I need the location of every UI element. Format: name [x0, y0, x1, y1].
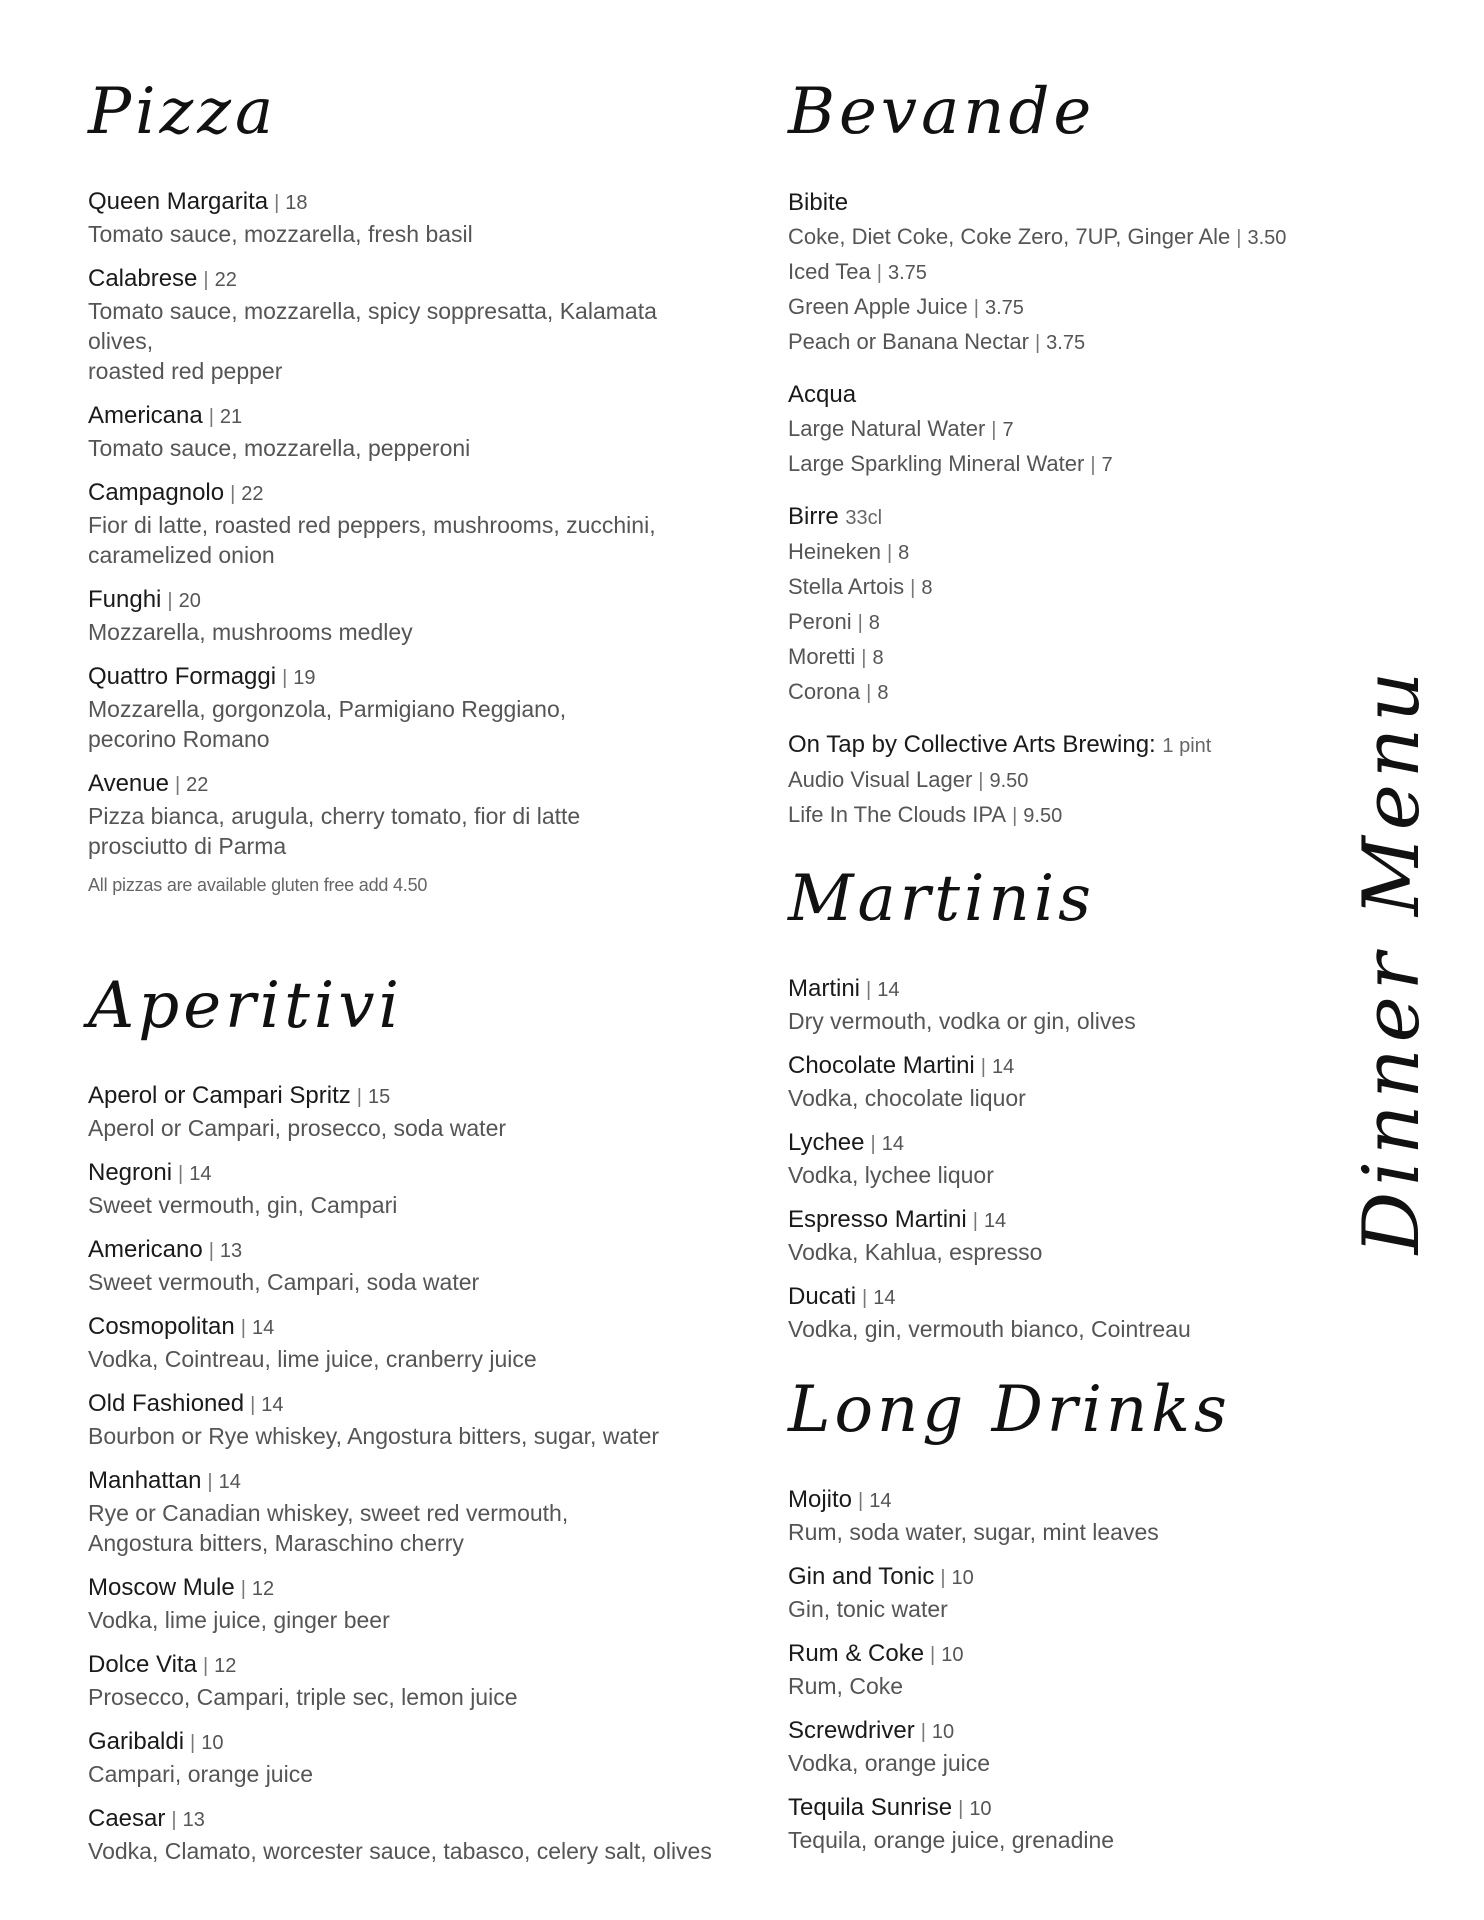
menu-item-header — [88, 584, 728, 617]
menu-item-header — [88, 1726, 728, 1759]
beverage-price: 8 — [898, 542, 910, 564]
menu-item — [788, 973, 1348, 1036]
martinis-heading: Martinis — [788, 862, 1095, 936]
price-separator: | — [980, 1056, 986, 1078]
item-name: Americana — [88, 402, 203, 429]
beverage-name: Heineken — [788, 539, 881, 564]
item-description: Sweet vermouth, Campari, soda water — [88, 1269, 480, 1295]
item-name: Quattro Formaggi — [88, 663, 277, 690]
beverage-line — [788, 290, 1348, 325]
menu-item — [88, 1234, 728, 1297]
menu-item — [88, 1803, 728, 1866]
price-separator: | — [973, 297, 979, 319]
menu-item-header — [788, 1715, 1348, 1748]
item-description: Dry vermouth, vodka or gin, olives — [788, 1008, 1136, 1034]
beverage-group-name: Acqua — [788, 381, 857, 408]
item-description: Vodka, gin, vermouth bianco, Cointreau — [788, 1316, 1191, 1342]
price-separator: | — [972, 1210, 978, 1232]
menu-item — [88, 1572, 728, 1635]
beverage-name: Green Apple Juice — [788, 294, 968, 319]
beverage-line — [788, 412, 1348, 447]
beverage-price: 7 — [1002, 419, 1014, 441]
beverage-price: 8 — [868, 612, 880, 634]
beverage-line — [788, 640, 1348, 675]
price-separator: | — [1090, 454, 1096, 476]
menu-item-header — [788, 1484, 1348, 1517]
beverage-price: 3.50 — [1247, 227, 1287, 249]
item-description: Sweet vermouth, gin, Campari — [88, 1192, 398, 1218]
menu-item — [788, 1127, 1348, 1190]
beverage-price: 8 — [921, 577, 933, 599]
beverage-line — [788, 325, 1348, 360]
item-name: Garibaldi — [88, 1728, 185, 1755]
item-name: Negroni — [88, 1159, 173, 1186]
beverage-price: 8 — [872, 647, 884, 669]
menu-item-header — [88, 400, 728, 433]
item-price: 10 — [941, 1644, 964, 1666]
price-separator: | — [1034, 332, 1041, 354]
price-separator: | — [1236, 227, 1242, 249]
price-separator: | — [167, 590, 173, 612]
item-name: Screwdriver — [788, 1717, 915, 1744]
price-separator: | — [930, 1644, 936, 1666]
menu-item — [88, 263, 728, 386]
item-description: Campari, orange juice — [88, 1761, 314, 1787]
item-name: Dolce Vita — [88, 1651, 197, 1678]
beverage-group-name: Birre — [788, 503, 839, 530]
beverage-price: 3.75 — [984, 297, 1024, 319]
item-description: Bourbon or Rye whiskey, Angostura bitters, sugar, water — [88, 1423, 660, 1449]
menu-item — [88, 768, 728, 861]
item-description: pecorino Romano — [88, 726, 270, 752]
menu-item-header — [88, 1803, 728, 1836]
item-description: prosciutto di Parma — [88, 833, 287, 859]
menu-item — [788, 1204, 1348, 1267]
menu-item — [88, 1157, 728, 1220]
item-name: Caesar — [88, 1805, 166, 1832]
beverage-line — [788, 535, 1348, 570]
long-drinks-list — [788, 1484, 1348, 1855]
price-separator: | — [250, 1394, 256, 1416]
item-price: 22 — [214, 269, 237, 291]
price-separator: | — [870, 1133, 876, 1155]
beverage-line — [788, 798, 1348, 833]
item-price: 12 — [251, 1578, 275, 1600]
menu-item — [88, 661, 728, 754]
item-description: Pizza bianca, arugula, cherry tomato, fior di latte — [88, 803, 581, 829]
item-description: Prosecco, Campari, triple sec, lemon juice — [88, 1684, 518, 1710]
menu-item-header — [788, 1204, 1348, 1237]
price-separator: | — [866, 682, 872, 704]
menu-item-header — [88, 1388, 728, 1421]
menu-item — [788, 1792, 1348, 1855]
item-name: Mojito — [788, 1486, 853, 1513]
menu-item-header — [788, 1127, 1348, 1160]
item-name: Ducati — [788, 1283, 857, 1310]
price-separator: | — [1012, 805, 1018, 827]
menu-item-header — [788, 1638, 1348, 1671]
item-description: Gin, tonic water — [788, 1596, 948, 1622]
price-separator: | — [866, 979, 872, 1001]
item-description: Vodka, orange juice — [788, 1750, 991, 1776]
item-name: Cosmopolitan — [88, 1313, 235, 1340]
menu-item — [88, 400, 728, 463]
item-description: Mozzarella, gorgonzola, Parmigiano Reggiano, — [88, 696, 567, 722]
beverage-group — [788, 500, 1348, 710]
item-price: 14 — [218, 1471, 241, 1493]
price-separator: | — [910, 577, 916, 599]
long-drinks-section — [788, 1373, 1348, 1855]
item-name: Moscow Mule — [88, 1574, 235, 1601]
beverage-price: 8 — [877, 682, 889, 704]
item-name: Old Fashioned — [88, 1390, 245, 1417]
menu-item — [788, 1050, 1348, 1113]
price-separator: | — [861, 647, 867, 669]
item-price: 13 — [219, 1240, 243, 1262]
menu-item-header — [88, 661, 728, 694]
price-separator: | — [978, 770, 984, 792]
menu-item-header — [788, 1281, 1348, 1314]
menu-item — [88, 1726, 728, 1789]
beverage-group-header — [788, 186, 1348, 220]
menu-item-header — [788, 1792, 1348, 1825]
item-description: Mozzarella, mushrooms medley — [88, 619, 413, 645]
beverage-name: Stella Artois — [788, 574, 905, 599]
price-separator: | — [274, 192, 280, 214]
item-price: 14 — [189, 1163, 212, 1185]
aperitivi-heading: Aperitivi — [88, 969, 403, 1043]
price-separator: | — [178, 1163, 184, 1185]
item-description: Vodka, lime juice, ginger beer — [88, 1607, 390, 1633]
menu-item-header — [88, 477, 728, 510]
beverage-name: Corona — [788, 679, 861, 704]
menu-item-header — [88, 263, 728, 296]
item-description: Angostura bitters, Maraschino cherry — [88, 1530, 464, 1556]
beverage-line — [788, 255, 1348, 290]
item-name: Avenue — [88, 770, 169, 797]
item-price: 18 — [285, 192, 308, 214]
price-separator: | — [857, 612, 863, 634]
price-separator: | — [230, 483, 236, 505]
beverage-name: Large Sparkling Mineral Water — [788, 451, 1085, 476]
item-description: caramelized onion — [88, 542, 275, 568]
price-separator: | — [202, 1655, 209, 1677]
item-price: 14 — [877, 979, 900, 1001]
item-name: Rum & Coke — [788, 1640, 925, 1667]
item-description: Vodka, lychee liquor — [788, 1162, 994, 1188]
beverage-name: Iced Tea — [788, 259, 871, 284]
item-name: Espresso Martini — [788, 1206, 967, 1233]
price-separator: | — [356, 1086, 362, 1108]
item-description: Vodka, Clamato, worcester sauce, tabasco, celery salt, olives — [88, 1838, 712, 1864]
price-separator: | — [240, 1578, 246, 1600]
beverage-group — [788, 378, 1348, 482]
item-price: 14 — [869, 1490, 892, 1512]
item-price: 10 — [201, 1732, 224, 1754]
beverage-line — [788, 570, 1348, 605]
beverage-price: 9.50 — [989, 770, 1029, 792]
beverage-name: Peroni — [788, 609, 852, 634]
item-description: roasted red pepper — [88, 358, 283, 384]
menu-item-header — [88, 186, 728, 219]
beverage-price: 3.75 — [1046, 332, 1086, 354]
beverage-name: Moretti — [788, 644, 856, 669]
item-description: Aperol or Campari, prosecco, soda water — [88, 1115, 507, 1141]
pizza-list — [88, 186, 728, 861]
menu-item-header — [88, 768, 728, 801]
item-name: Funghi — [88, 586, 162, 613]
item-description: Tomato sauce, mozzarella, pepperoni — [88, 435, 471, 461]
item-price: 14 — [881, 1133, 904, 1155]
menu-item-header — [788, 1561, 1348, 1594]
beverage-group-header — [788, 378, 1348, 412]
price-separator: | — [190, 1732, 196, 1754]
beverage-line — [788, 763, 1348, 798]
beverage-group — [788, 186, 1348, 360]
item-description: Fior di latte, roasted red peppers, mushrooms, zucchini, — [88, 512, 656, 538]
menu-item — [788, 1561, 1348, 1624]
item-name: Americano — [88, 1236, 203, 1263]
item-price: 12 — [214, 1655, 237, 1677]
item-price: 14 — [261, 1394, 284, 1416]
item-price: 10 — [951, 1567, 974, 1589]
price-separator: | — [208, 1240, 214, 1262]
beverage-group-name: Bibite — [788, 189, 849, 216]
price-separator: | — [920, 1721, 926, 1743]
menu-item — [788, 1484, 1348, 1547]
beverage-price: 9.50 — [1023, 805, 1063, 827]
beverage-price: 3.75 — [887, 262, 927, 284]
price-separator: | — [862, 1287, 868, 1309]
long-drinks-heading: Long Drinks — [788, 1373, 1231, 1447]
menu-item — [88, 1080, 728, 1143]
item-name: Martini — [788, 975, 861, 1002]
item-price: 14 — [873, 1287, 896, 1309]
item-price: 22 — [186, 774, 209, 796]
menu-item-header — [788, 973, 1348, 1006]
item-price: 14 — [983, 1210, 1007, 1232]
item-name: Calabrese — [88, 265, 198, 292]
beverage-group-qualifier: 33cl — [845, 507, 883, 529]
beverage-name: Peach or Banana Nectar — [788, 329, 1029, 354]
beverage-group-header — [788, 500, 1348, 535]
item-price: 22 — [241, 483, 264, 505]
price-separator: | — [208, 406, 214, 428]
item-price: 14 — [251, 1317, 275, 1339]
price-separator: | — [886, 542, 893, 564]
item-price: 10 — [969, 1798, 992, 1820]
menu-item-header — [788, 1050, 1348, 1083]
item-description: Tomato sauce, mozzarella, spicy soppresatta, Kalamata olives, — [88, 298, 657, 354]
menu-item — [88, 1311, 728, 1374]
price-separator: | — [207, 1471, 213, 1493]
item-name: Lychee — [788, 1129, 865, 1156]
price-separator: | — [203, 269, 209, 291]
menu-item-header — [88, 1157, 728, 1190]
aperitivi-list — [88, 1080, 728, 1866]
item-description: Vodka, Cointreau, lime juice, cranberry juice — [88, 1346, 537, 1372]
beverage-group-qualifier: 1 pint — [1162, 735, 1212, 757]
dinner-menu-title: Dinner Menu — [1347, 665, 1437, 1255]
beverage-name: Coke, Diet Coke, Coke Zero, 7UP, Ginger Ale — [788, 224, 1231, 249]
beverage-name: Life In The Clouds IPA — [788, 802, 1007, 827]
gluten-free-note: All pizzas are available gluten free add 4.50 — [88, 875, 428, 895]
price-separator: | — [991, 419, 997, 441]
price-separator: | — [174, 774, 181, 796]
pizza-section — [88, 75, 728, 896]
price-separator: | — [858, 1490, 864, 1512]
menu-item-header — [88, 1080, 728, 1113]
menu-item — [88, 1465, 728, 1558]
price-separator: | — [940, 1567, 946, 1589]
right-column — [788, 75, 1348, 1869]
beverage-line — [788, 675, 1348, 710]
item-name: Aperol or Campari Spritz — [88, 1082, 351, 1109]
bevande-heading: Bevande — [788, 75, 1096, 149]
item-description: Tomato sauce, mozzarella, fresh basil — [88, 221, 473, 247]
pizza-heading: Pizza — [88, 75, 278, 149]
menu-item — [88, 186, 728, 249]
menu-item — [788, 1281, 1348, 1344]
item-name: Manhattan — [88, 1467, 202, 1494]
menu-item — [88, 477, 728, 570]
menu-item-header — [88, 1311, 728, 1344]
item-description: Vodka, Kahlua, espresso — [788, 1239, 1043, 1265]
beverage-group — [788, 728, 1348, 833]
price-separator: | — [282, 667, 288, 689]
item-price: 13 — [182, 1809, 205, 1831]
item-name: Queen Margarita — [88, 188, 269, 215]
menu-item — [88, 1388, 728, 1451]
item-name: Tequila Sunrise — [788, 1794, 953, 1821]
price-separator: | — [876, 262, 882, 284]
martinis-list — [788, 973, 1348, 1344]
item-price: 20 — [178, 590, 201, 612]
menu-item — [788, 1715, 1348, 1778]
item-price: 21 — [219, 406, 243, 428]
beverage-group-header — [788, 728, 1348, 763]
item-price: 15 — [367, 1086, 391, 1108]
menu-item — [788, 1638, 1348, 1701]
beverage-line — [788, 605, 1348, 640]
beverage-name: Audio Visual Lager — [788, 767, 973, 792]
item-name: Campagnolo — [88, 479, 225, 506]
menu-item-header — [88, 1465, 728, 1498]
item-description: Rye or Canadian whiskey, sweet red vermouth, — [88, 1500, 569, 1526]
beverage-line — [788, 220, 1348, 255]
aperitivi-section — [88, 969, 728, 1866]
price-separator: | — [171, 1809, 177, 1831]
item-price: 19 — [293, 667, 316, 689]
price-separator: | — [958, 1798, 964, 1820]
item-description: Tequila, orange juice, grenadine — [788, 1827, 1115, 1853]
martinis-section — [788, 862, 1348, 1344]
beverage-group-name: On Tap by Collective Arts Brewing: — [788, 731, 1156, 758]
beverage-name: Large Natural Water — [788, 416, 986, 441]
item-price: 14 — [991, 1056, 1015, 1078]
left-column — [88, 75, 728, 1880]
beverage-line — [788, 447, 1348, 482]
item-description: Rum, soda water, sugar, mint leaves — [788, 1519, 1159, 1545]
menu-item — [88, 584, 728, 647]
menu-item — [88, 1649, 728, 1712]
item-name: Gin and Tonic — [788, 1563, 935, 1590]
menu-item-header — [88, 1234, 728, 1267]
item-name: Chocolate Martini — [788, 1052, 975, 1079]
bevande-section — [788, 75, 1348, 833]
item-price: 10 — [931, 1721, 955, 1743]
menu-item-header — [88, 1572, 728, 1605]
menu-item-header — [88, 1649, 728, 1682]
item-description: Vodka, chocolate liquor — [788, 1085, 1026, 1111]
item-description: Rum, Coke — [788, 1673, 904, 1699]
beverage-price: 7 — [1101, 454, 1113, 476]
price-separator: | — [240, 1317, 246, 1339]
bevande-groups — [788, 186, 1348, 833]
